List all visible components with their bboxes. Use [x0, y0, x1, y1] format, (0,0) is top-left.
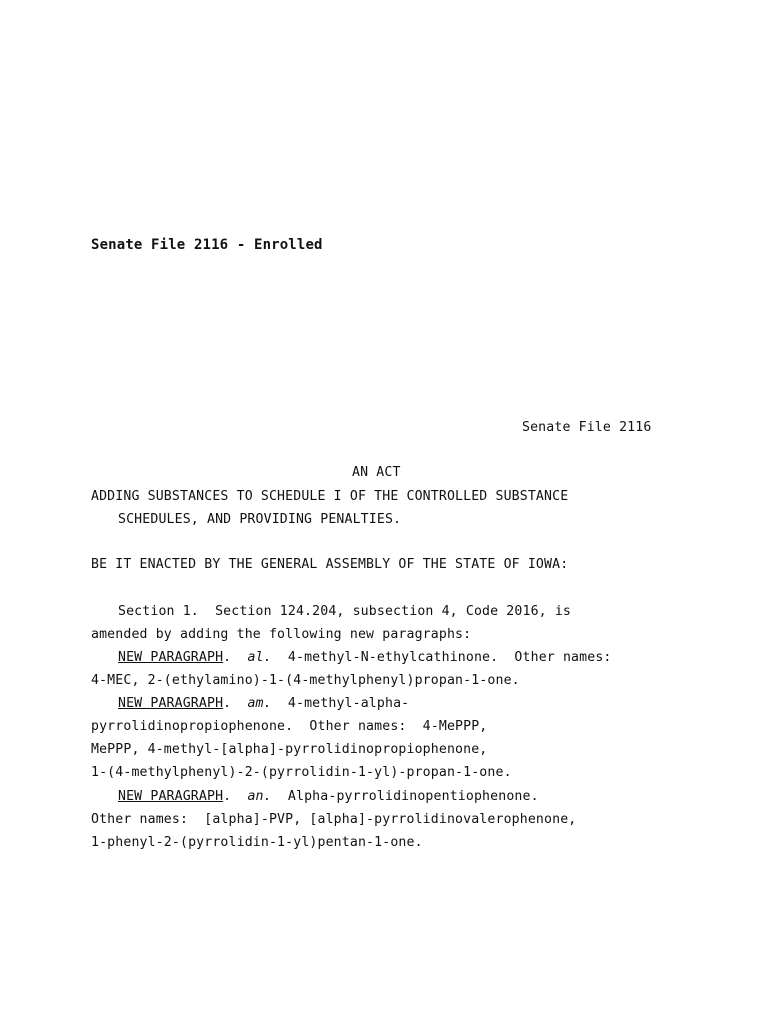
act-title-line-2: SCHEDULES, AND PROVIDING PENALTIES.	[118, 512, 402, 527]
file-number: Senate File 2116	[522, 420, 652, 435]
paragraph-am-first-line	[118, 696, 409, 712]
paragraph-separator: .	[223, 789, 248, 804]
enacting-clause: BE IT ENACTED BY THE GENERAL ASSEMBLY OF THE STATE OF IOWA:	[91, 557, 569, 572]
paragraph-text: 4-methyl-N-ethylcathinone. Other names:	[271, 650, 612, 665]
paragraph-letter: al.	[247, 650, 272, 665]
new-paragraph-label: NEW PARAGRAPH	[118, 789, 224, 804]
paragraph-am-line-4: 1-(4-methylphenyl)-2-(pyrrolidin-1-yl)-propan-1-one.	[91, 765, 512, 780]
paragraph-letter: am.	[247, 696, 272, 711]
paragraph-am-line-2: pyrrolidinopropiophenone. Other names: 4-MePPP,	[91, 719, 488, 734]
paragraph-al-line-2: 4-MEC, 2-(ethylamino)-1-(4-methylphenyl)propan-1-one.	[91, 673, 520, 688]
section-1-line-2: amended by adding the following new paragraphs:	[91, 627, 472, 642]
act-title-line-1: ADDING SUBSTANCES TO SCHEDULE I OF THE CONTROLLED SUBSTANCE	[91, 489, 569, 504]
paragraph-an-line-3: 1-phenyl-2-(pyrrolidin-1-yl)pentan-1-one.	[91, 835, 423, 850]
paragraph-text: 4-methyl-alpha-	[271, 696, 410, 711]
paragraph-separator: .	[223, 696, 248, 711]
paragraph-an-line-2: Other names: [alpha]-PVP, [alpha]-pyrrolidinovalerophenone,	[91, 812, 577, 827]
document-header-title: Senate File 2116 - Enrolled	[91, 237, 323, 253]
new-paragraph-label: NEW PARAGRAPH	[118, 650, 224, 665]
paragraph-al-first-line	[118, 650, 612, 666]
paragraph-am-line-3: MePPP, 4-methyl-[alpha]-pyrrolidinopropiophenone,	[91, 742, 488, 757]
section-1-line-1: Section 1. Section 124.204, subsection 4, Code 2016, is	[118, 604, 572, 619]
paragraph-an-first-line	[118, 789, 539, 805]
paragraph-separator: .	[223, 650, 248, 665]
act-label: AN ACT	[352, 465, 401, 480]
new-paragraph-label: NEW PARAGRAPH	[118, 696, 224, 711]
paragraph-letter: an.	[247, 789, 272, 804]
paragraph-text: Alpha-pyrrolidinopentiophenone.	[271, 789, 539, 804]
